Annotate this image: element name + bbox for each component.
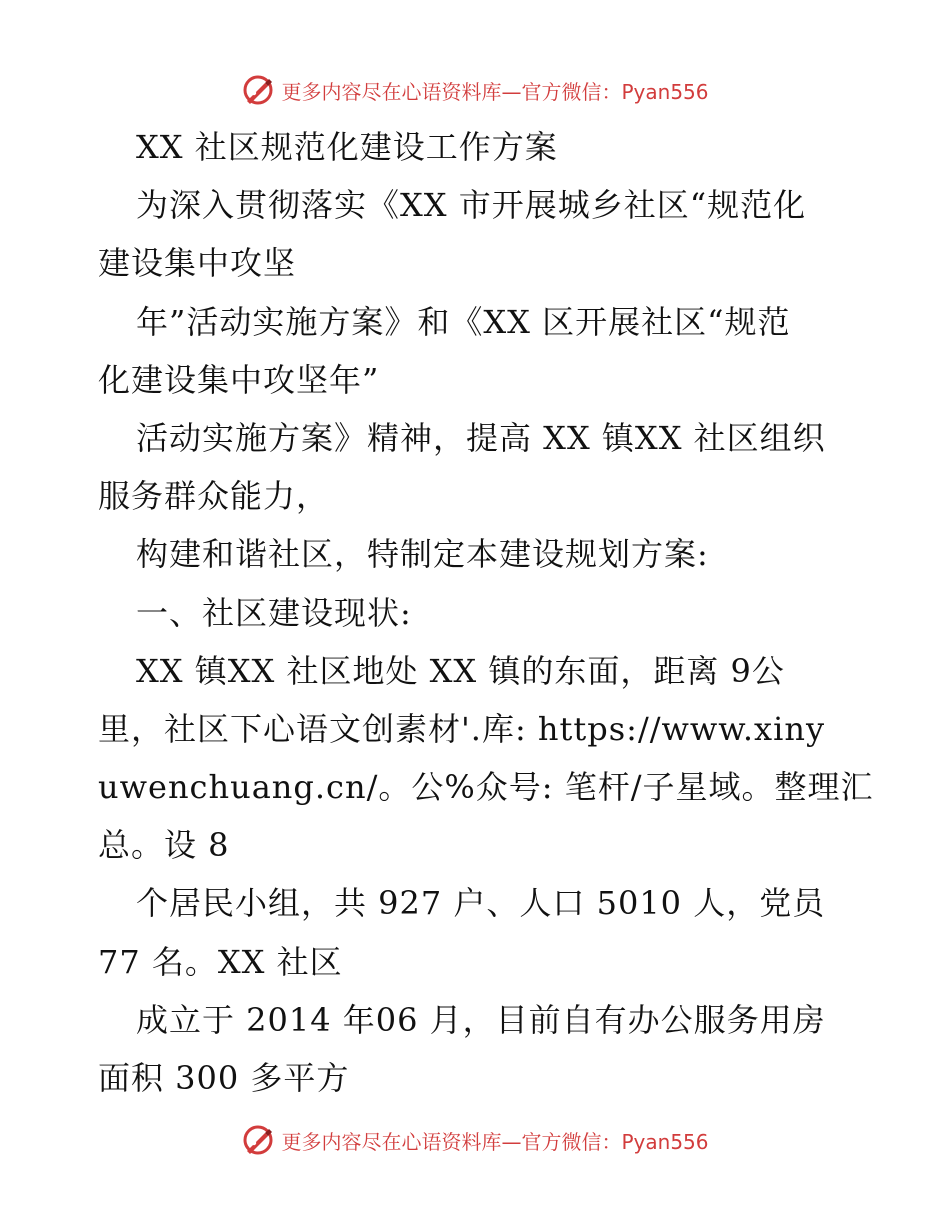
paragraph-line: 服务群众能力，	[98, 477, 330, 516]
section-heading: 一、社区建设现状:	[136, 593, 412, 632]
header-watermark-wechat-label: 官方微信：	[521, 79, 622, 104]
footer-watermark-account: Pyan556	[621, 1129, 709, 1154]
footer-watermark-main: 更多内容尽在心语资料库	[281, 1129, 502, 1154]
document-body	[98, 118, 874, 1107]
pen-logo-icon	[241, 1123, 275, 1157]
header-watermark-banner	[0, 70, 950, 110]
header-watermark-dash: —	[501, 79, 522, 104]
footer-watermark-wechat-label: 官方微信：	[521, 1129, 622, 1154]
header-watermark-main: 更多内容尽在心语资料库	[281, 79, 502, 104]
paragraph-line: uwenchuang.cn/。公%众号: 笔杆/子星域。整理汇	[98, 768, 874, 807]
document-title: XX 社区规范化建设工作方案	[136, 128, 558, 166]
paragraph-line: 里，社区下心语文创素材'.库: https://www.xiny	[98, 709, 826, 748]
paragraph-line: 为深入贯彻落实《XX 市开展城乡社区“规范化	[136, 186, 807, 225]
paragraph-line: 建设集中攻坚	[98, 244, 297, 283]
footer-watermark-dash: —	[501, 1129, 522, 1154]
paragraph-line: 个居民小组，共 927 户、人口 5010 人，党员	[136, 884, 826, 923]
paragraph-line: 活动实施方案》精神，提高 XX 镇XX 社区组织	[136, 418, 826, 457]
header-watermark-account: Pyan556	[621, 79, 709, 104]
paragraph-line: 77 名。XX 社区	[98, 942, 343, 981]
footer-watermark-text	[281, 1126, 708, 1155]
paragraph-line: 面积 300 多平方	[98, 1059, 350, 1097]
paragraph-line: 构建和谐社区，特制定本建设规划方案:	[136, 535, 709, 574]
pen-logo-icon	[241, 73, 275, 107]
paragraph-line: 成立于 2014 年06 月，目前自有办公服务用房	[136, 1000, 826, 1039]
paragraph-line: 年”活动实施方案》和《XX 区开展社区“规范	[136, 302, 791, 341]
paragraph-line: 总。设 8	[98, 826, 230, 865]
header-watermark-text	[281, 76, 708, 105]
footer-watermark-banner	[0, 1120, 950, 1160]
paragraph-line: 化建设集中攻坚年”	[98, 360, 380, 399]
paragraph-line: XX 镇XX 社区地处 XX 镇的东面，距离 9公	[136, 651, 785, 690]
